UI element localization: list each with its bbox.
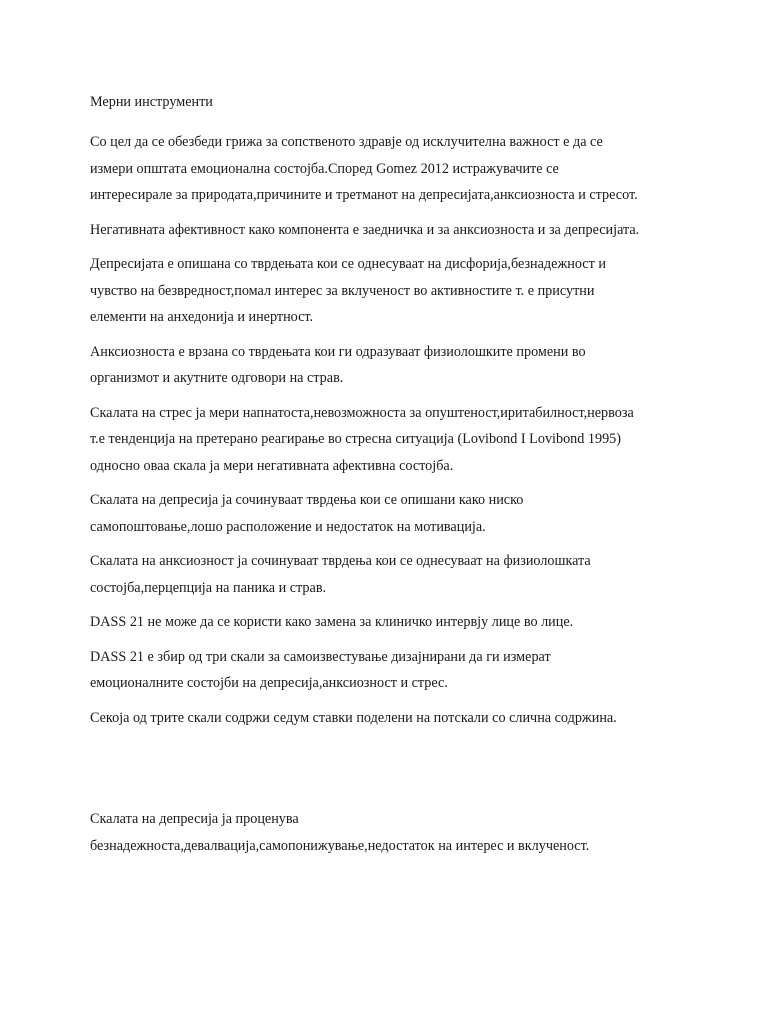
text-line: измери општата емоционална состојба.Според Gomez 2012 истражувачите се — [90, 160, 559, 177]
paragraph-6 — [90, 487, 690, 540]
document-body — [90, 92, 690, 867]
paragraph-2 — [90, 217, 690, 244]
text-line: Скалата на депресија ја проценува — [90, 811, 299, 827]
text-line: интересирале за природата,причините и третманот на депресијата,анксиозноста и стресот. — [90, 187, 638, 203]
paragraph-3 — [90, 251, 690, 331]
text-line: односно оваа скала ја мери негативната афективна состојба. — [90, 457, 454, 474]
paragraph-11 — [90, 806, 690, 859]
text-line: елементи на анхедонија и инертност. — [90, 309, 314, 325]
text-line: DASS 21 е збир од три скали за самоизвестување дизајнирани да ги измерат — [90, 648, 551, 665]
text-line: чувство на безвредност,помал интерес за вклученост во активностите т. е присутни — [90, 282, 595, 299]
paragraph-10 — [90, 705, 690, 732]
text-line: самопоштовање,лошо расположение и недостаток на мотивација. — [90, 518, 486, 535]
paragraph-5 — [90, 400, 690, 480]
text-line: Секоја од трите скали содржи седум ставки поделени на потскали со слична содржина. — [90, 709, 617, 726]
text-line: безнадежноста,девалвација,самопонижување,недостаток на интерес и вклученост. — [90, 837, 590, 854]
paragraph-4 — [90, 339, 690, 392]
paragraph-9 — [90, 644, 690, 697]
text-line: Анксиозноста е врзана со тврдењата кои ги одразуваат физиолошките промени во — [90, 343, 586, 360]
text-line: Негативната афективност како компонента е заедничка и за анксиозноста и за депресијата. — [90, 221, 640, 238]
paragraph-1 — [90, 129, 690, 209]
paragraph-7 — [90, 548, 690, 601]
text-line: Скалата на депресија ја сочинуваат тврдења кои се опишани како ниско — [90, 492, 524, 508]
text-line: Со цел да се обезбеди грижа за сопственото здравје од исклучителна важност е да се — [90, 134, 603, 150]
text-line: Скалата на анксиозност ја сочинуваат тврдења кои се однесуваат на физиолошката — [90, 553, 591, 569]
blank-space — [90, 739, 690, 806]
text-line: DASS 21 не може да се користи како замена за клиничко интервју лице во лице. — [90, 614, 574, 630]
text-line: состојба,перцепција на паника и страв. — [90, 579, 327, 596]
text-line: организмот и акутните одговори на страв. — [90, 370, 344, 386]
document-title: Мерни инструменти — [90, 94, 213, 110]
text-line: т.е тенденција на претерано реагирање во стресна ситуација (Lovibond I Lovibond 1995) — [90, 431, 621, 447]
text-line: Скалата на стрес ја мери напнатоста,невозможноста за опуштеност,иритабилност,нервоза — [90, 404, 634, 421]
text-line: емоционалните состојби на депресија,анксиозност и стрес. — [90, 675, 448, 691]
paragraph-8 — [90, 609, 690, 636]
text-line: Депресијата е опишана со тврдењата кои се однесуваат на дисфорија,безнадежност и — [90, 256, 606, 272]
